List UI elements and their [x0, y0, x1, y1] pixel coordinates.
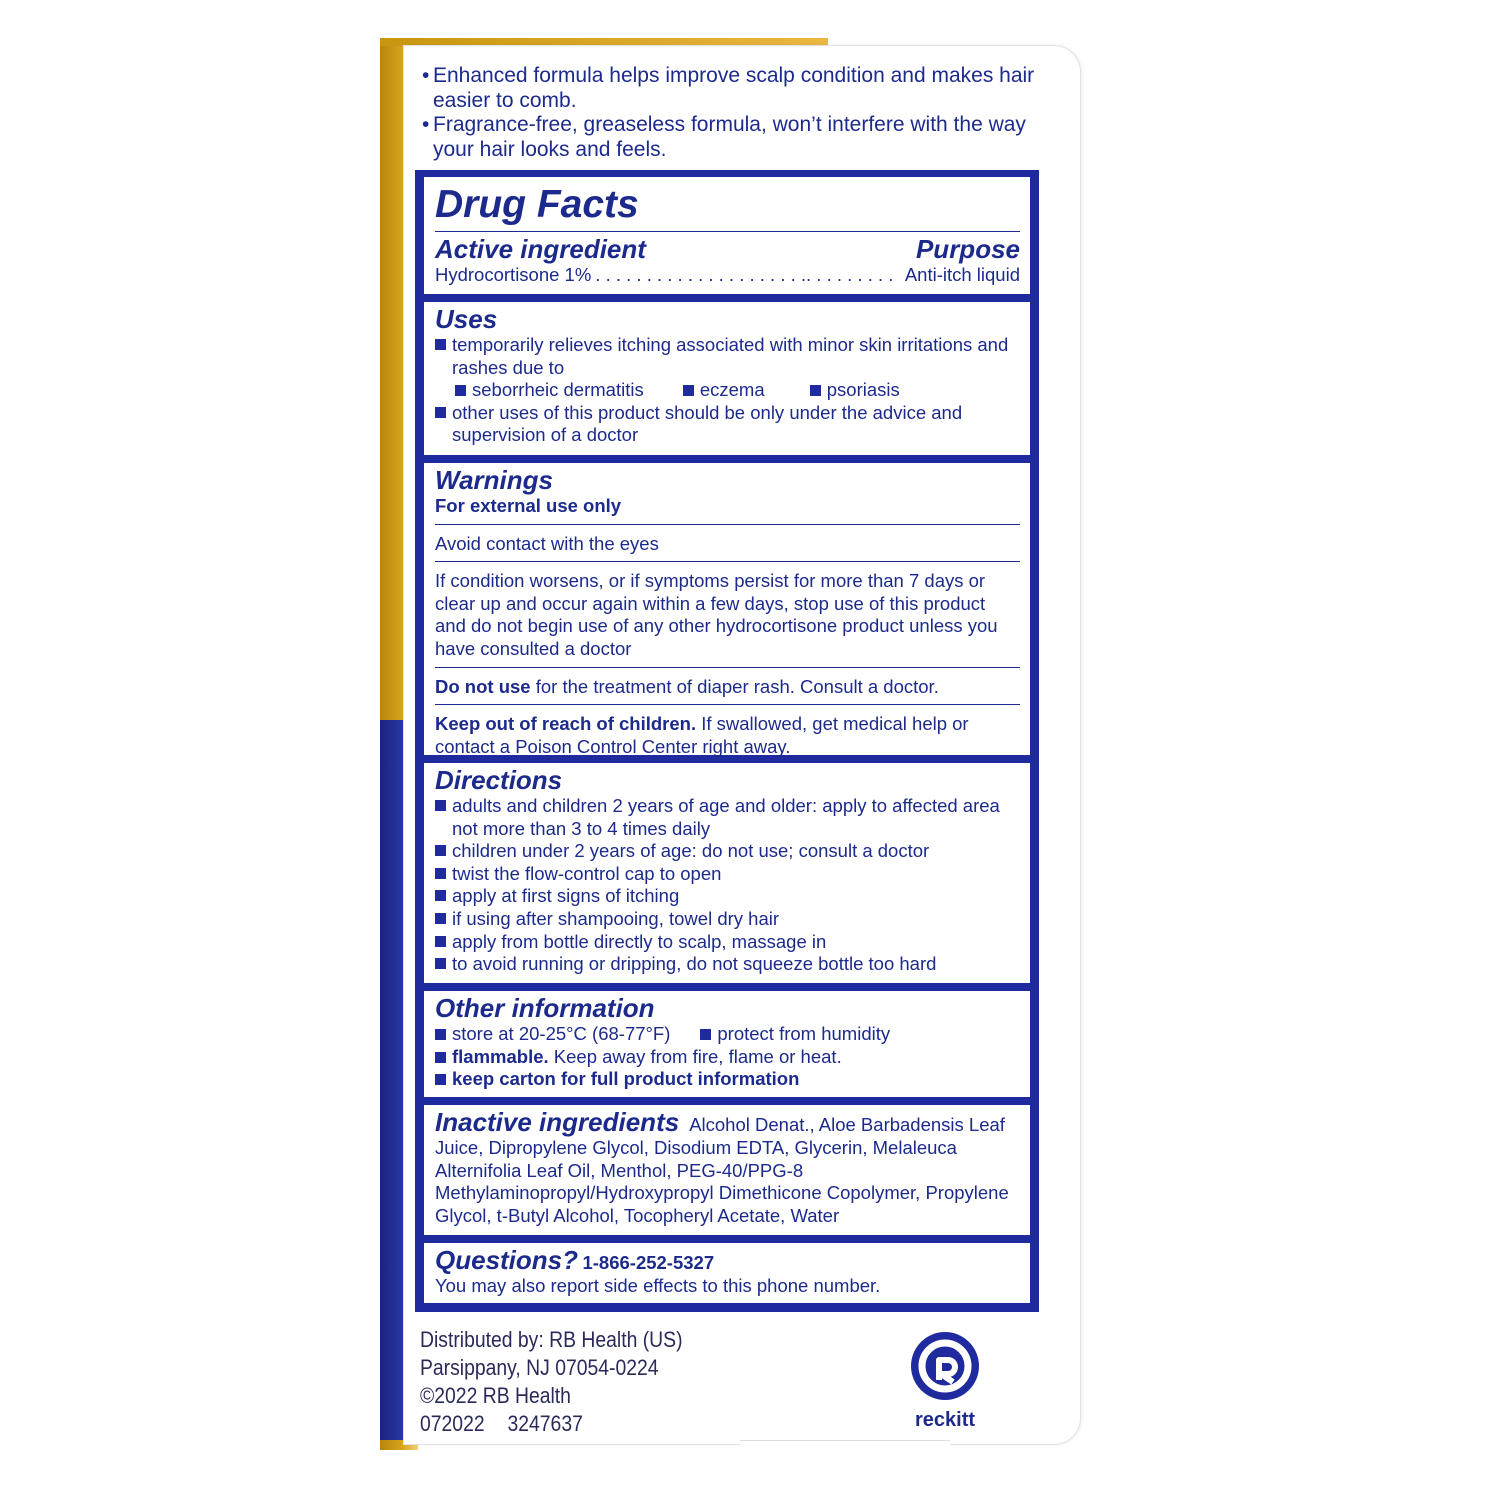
external-use-note: For external use only: [435, 495, 622, 516]
inactive-ingredients-list: Alcohol Denat., Aloe Barbadensis Leaf Juice, Dipropylene Glycol, Disodium EDTA, Glycerin, Melaleuca Alternifolia Leaf Oil, Menthol, PEG-40/PPG-8 Methylaminopropyl/Hydroxypropyl Dimethicone Copolymer, Propylene Glycol, t-Butyl Alcohol, Tocopheryl Acetate, Water: [435, 1114, 1009, 1226]
active-ingredient-row: [435, 264, 1020, 287]
active-ingredient-name: Hydrocortisone 1%: [435, 264, 592, 285]
flammable-row: flammable. Keep away from fire, flame or heat.: [435, 1046, 1020, 1069]
list-item: apply from bottle directly to scalp, massage in: [435, 931, 1020, 954]
other-information-heading: Other information: [435, 993, 655, 1023]
eye-warning: Avoid contact with the eyes: [435, 532, 659, 554]
storage-row: store at 20-25°C (68-77°F) protect from humidity: [435, 1023, 1020, 1046]
phone-number: 1-866-252-5327: [582, 1252, 715, 1273]
do-not-use-warning: Do not use for the treatment of diaper rash. Consult a doctor.: [435, 675, 939, 697]
list-item: adults and children 2 years of age and older: apply to affected area not more than 3 to 4 times daily: [435, 795, 1020, 840]
uses-sublist: seborrheic dermatitis eczema psoriasis: [435, 379, 1020, 402]
list-item: children under 2 years of age: do not use; consult a doctor: [435, 840, 1020, 863]
inactive-ingredients-box: [424, 1105, 1030, 1235]
children-warning: Keep out of reach of children. If swallowed, get medical help or contact a Poison Control Center right away.: [435, 713, 969, 757]
dot-leader: . . . . . . . . . . . . . . . . . . . . .. . . . . . . . .: [595, 264, 894, 285]
purpose-value: Anti-itch liquid: [904, 264, 1020, 285]
benefit-bullets: [422, 64, 1042, 162]
questions-note: You may also report side effects to this phone number.: [435, 1275, 881, 1296]
list-item: to avoid running or dripping, do not squeeze bottle too hard: [435, 953, 1020, 976]
drug-facts-header-box: [424, 177, 1030, 294]
uses-box: [424, 302, 1030, 455]
carton-row: keep carton for full product information: [435, 1068, 1020, 1091]
warnings-box: [424, 463, 1030, 755]
list-item: temporarily relieves itching associated with minor skin irritations and rashes due to: [435, 334, 1020, 379]
reckitt-logo: [905, 1330, 985, 1432]
drug-facts-panel: [415, 170, 1039, 1312]
benefit-bullet: • Enhanced formula helps improve scalp condition and makes hair easier to comb.: [422, 64, 1035, 112]
distributor-info: Distributed by: RB Health (US) Parsippany, NJ 07054-0224 ©2022 RB Health 072022 3247637: [420, 1327, 683, 1436]
reckitt-wordmark: reckitt: [914, 1409, 976, 1431]
directions-box: [424, 763, 1030, 983]
condition-warning: If condition worsens, or if symptoms persist for more than 7 days or clear up and occur again within a few days, stop use of this product and do not begin use of any other hydrocortisone product unless you have consulted a doctor: [435, 570, 998, 659]
other-information-box: [424, 991, 1030, 1097]
reckitt-r-logo-icon: [909, 1330, 981, 1402]
carton-tab-notch: [740, 1440, 950, 1451]
active-ingredient-heading: Active ingredient: [435, 234, 646, 264]
questions-box: [424, 1243, 1030, 1303]
list-item: apply at first signs of itching: [435, 885, 1020, 908]
carton-gold-top: [380, 38, 828, 46]
list-item: twist the flow-control cap to open: [435, 863, 1020, 886]
warnings-heading: Warnings: [435, 465, 553, 495]
list-item: other uses of this product should be only under the advice and supervision of a doctor: [435, 402, 1020, 447]
benefit-bullet: • Fragrance-free, greaseless formula, won’t interfere with the way your hair looks and feels.: [422, 113, 1026, 161]
drug-facts-title: Drug Facts: [435, 183, 639, 226]
uses-heading: Uses: [435, 304, 498, 334]
directions-heading: Directions: [435, 765, 563, 795]
questions-heading: Questions?: [435, 1245, 579, 1275]
inactive-ingredients-heading: Inactive ingredients: [435, 1107, 680, 1137]
purpose-heading: Purpose: [915, 234, 1020, 264]
list-item: if using after shampooing, towel dry hair: [435, 908, 1020, 931]
